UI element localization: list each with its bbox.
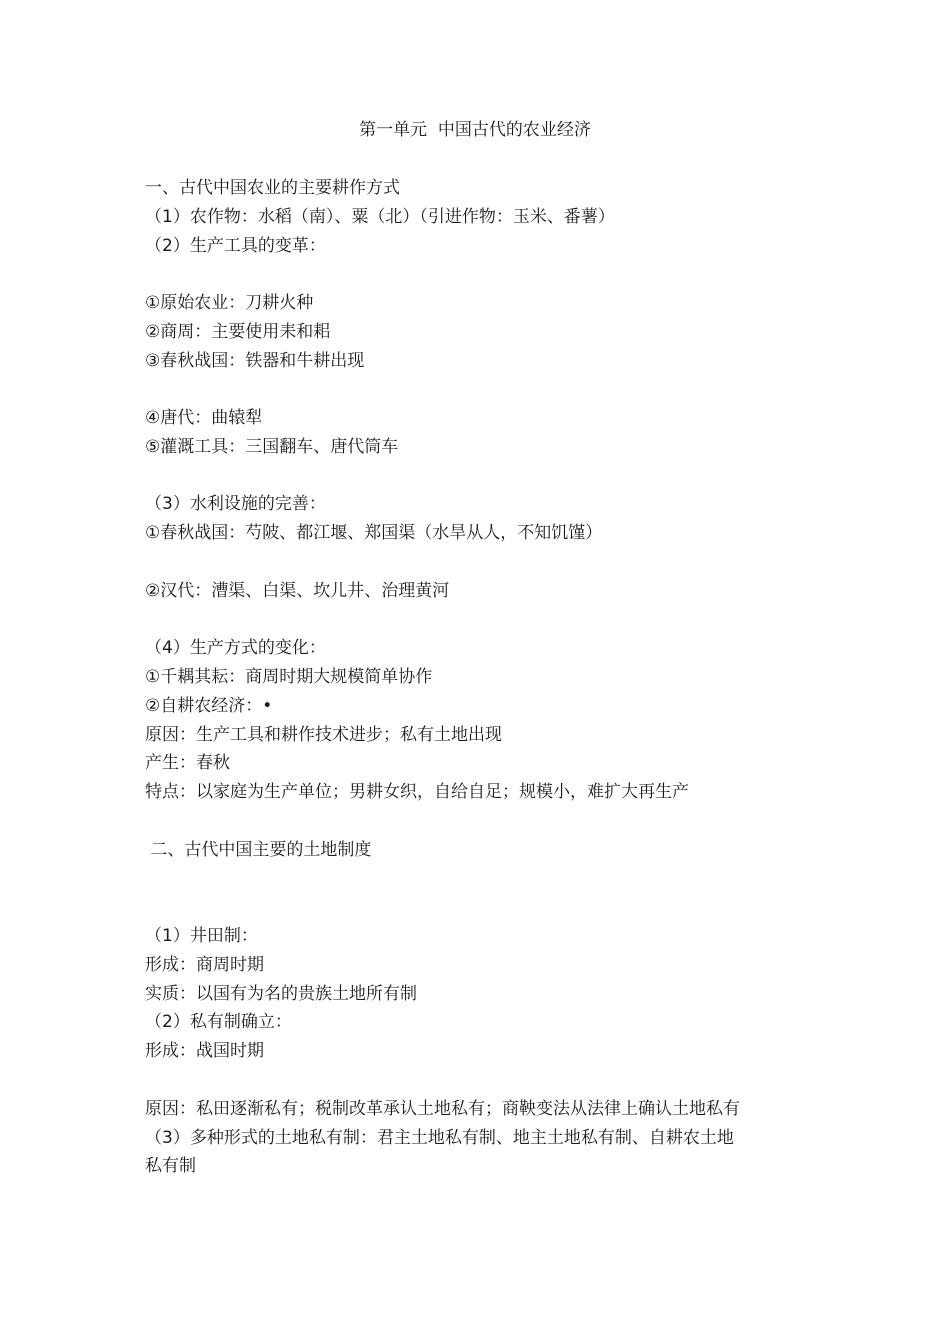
text-line: （2）生产工具的变革： [145, 236, 326, 256]
section-heading-1: 一、古代中国农业的主要耕作方式 [145, 178, 400, 198]
text-line: （3）水利设施的完善： [145, 494, 326, 514]
text-line: 产生：春秋 [145, 753, 230, 773]
text-line: （1）农作物：水稻（南）、粟（北）（引进作物：玉米、番薯） [145, 207, 615, 227]
text-line: （4）生产方式的变化： [145, 638, 326, 658]
text-line: ④唐代：曲辕犁 [145, 408, 263, 428]
text-line: 形成：商周时期 [145, 955, 264, 975]
text-line: ②商周：主要使用耒和耜 [145, 322, 331, 342]
text-line: （2）私有制确立： [145, 1012, 292, 1032]
text-line: 特点：以家庭为生产单位；男耕女织，自给自足；规模小，难扩大再生产 [145, 782, 689, 802]
text-line: 原因：生产工具和耕作技术进步；私有土地出现 [145, 725, 502, 745]
text-line: 实质：以国有为名的贵族土地所有制 [145, 984, 417, 1004]
section-heading-2: 二、古代中国主要的土地制度 [145, 840, 372, 860]
page-title: 第一单元 中国古代的农业经济 [359, 120, 591, 140]
text-line: 私有制 [145, 1156, 196, 1176]
text-line: ①春秋战国：芍陂、都江堰、郑国渠（水旱从人，不知饥馑） [145, 523, 603, 543]
text-line: （1）井田制： [145, 926, 258, 946]
text-line: 形成：战国时期 [145, 1041, 264, 1061]
text-line: （3）多种形式的土地私有制：君主土地私有制、地主土地私有制、自耕农土地 [145, 1128, 734, 1148]
text-line: ③春秋战国：铁器和牛耕出现 [145, 351, 365, 371]
text-line: 原因：私田逐渐私有；税制改革承认土地私有；商鞅变法从法律上确认土地私有 [145, 1099, 740, 1119]
text-line: ①原始农业：刀耕火种 [145, 293, 314, 313]
text-line: ②自耕农经济：• [145, 696, 273, 716]
text-line: ①千耦其耘：商周时期大规模简单协作 [145, 667, 433, 687]
text-line: ⑤灌溉工具：三国翻车、唐代筒车 [145, 437, 399, 457]
text-line: ②汉代：漕渠、白渠、坎儿井、治理黄河 [145, 581, 450, 601]
